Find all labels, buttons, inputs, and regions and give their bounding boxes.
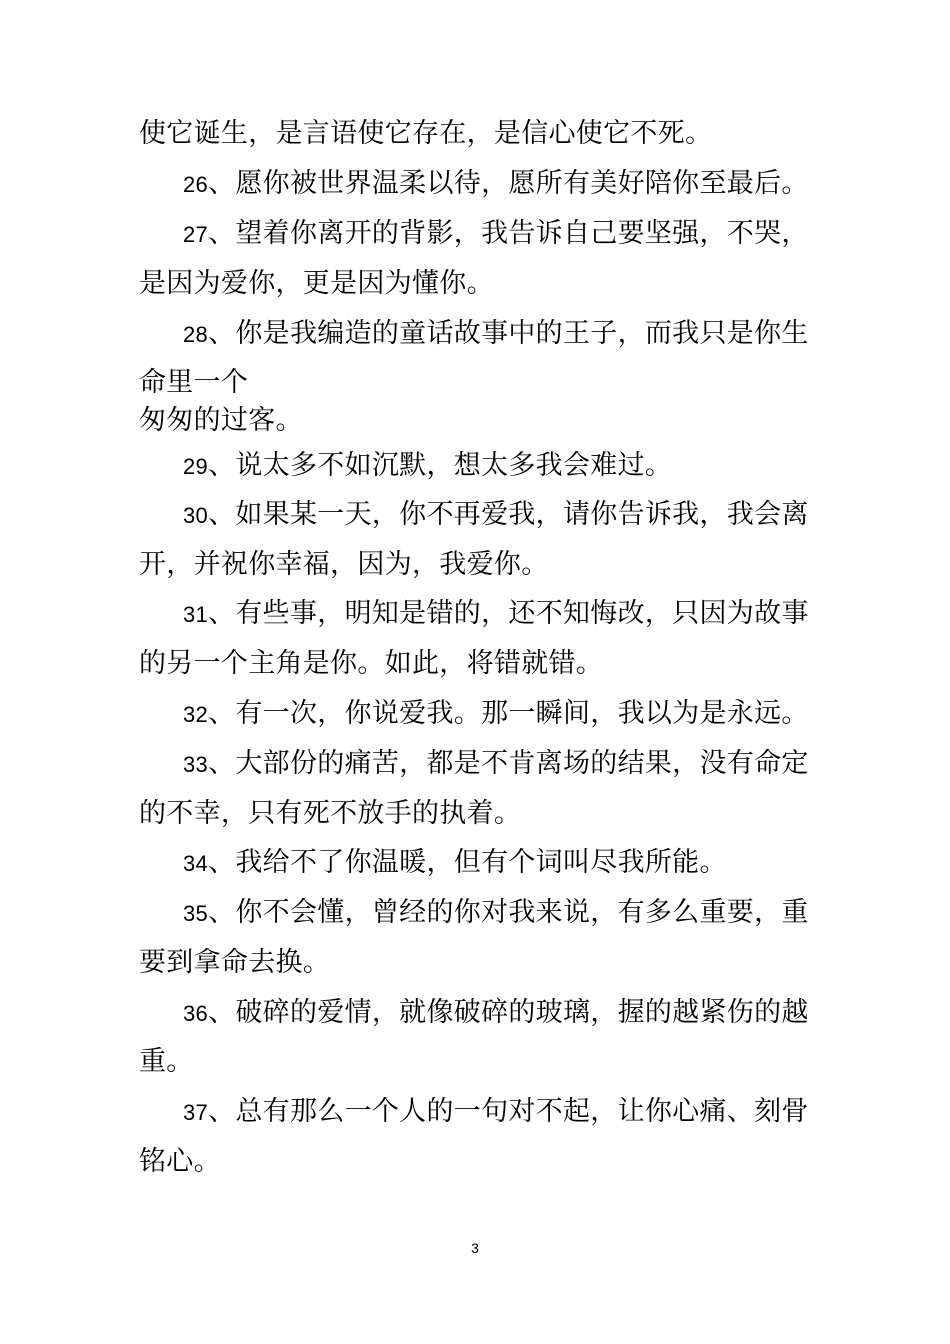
item-number: 33 xyxy=(183,752,209,777)
text-line xyxy=(139,797,521,831)
item-number: 37 xyxy=(183,1100,209,1125)
text-line xyxy=(183,597,809,632)
line-text: 、愿你被世界温柔以待，愿所有美好陪你至最后。 xyxy=(208,168,809,199)
line-text: 、总有那么一个人的一句对不起，让你心痛、刻骨 xyxy=(208,1096,809,1127)
text-line xyxy=(139,946,330,980)
item-number: 35 xyxy=(183,901,209,926)
line-text: 铭心。 xyxy=(139,1146,221,1177)
page-number: 3 xyxy=(471,1240,479,1256)
item-number: 30 xyxy=(183,503,209,528)
text-line xyxy=(183,1095,809,1130)
text-line xyxy=(139,366,248,400)
line-text: 、大部份的痛苦，都是不肯离场的结果，没有命定 xyxy=(208,748,809,779)
line-text: 、如果某一天，你不再爱我，请你告诉我，我会离 xyxy=(208,499,809,530)
line-text: 的不幸，只有死不放手的执着。 xyxy=(139,798,522,829)
line-text: 重。 xyxy=(139,1046,194,1077)
text-line xyxy=(139,267,494,301)
line-text: 是因为爱你，更是因为懂你。 xyxy=(139,268,494,299)
line-text: 开，并祝你幸福，因为，我爱你。 xyxy=(139,549,549,580)
text-line xyxy=(139,647,603,681)
text-line xyxy=(183,747,809,782)
line-text: 、破碎的爱情，就像破碎的玻璃，握的越紧伤的越 xyxy=(208,997,809,1028)
line-text: 、你是我编造的童话故事中的王子，而我只是你生 xyxy=(208,318,809,349)
text-line xyxy=(183,498,809,533)
line-text: 要到拿命去换。 xyxy=(139,947,331,978)
item-number: 32 xyxy=(183,702,209,727)
line-text: 、望着你离开的背影，我告诉自己要坚强，不哭， xyxy=(208,218,809,249)
text-line xyxy=(139,1145,221,1179)
line-text: 使它诞生，是言语使它存在，是信心使它不死。 xyxy=(139,118,713,149)
item-number: 28 xyxy=(183,322,209,347)
text-line xyxy=(139,117,712,151)
item-number: 26 xyxy=(183,172,209,197)
text-line xyxy=(183,217,809,252)
text-line xyxy=(183,846,727,881)
item-number: 34 xyxy=(183,851,209,876)
line-text: 命里一个 xyxy=(139,367,249,398)
line-text: 、有些事，明知是错的，还不知悔改，只因为故事 xyxy=(208,598,809,629)
line-text: 、我给不了你温暖，但有个词叫尽我所能。 xyxy=(208,847,727,878)
text-line xyxy=(183,449,672,484)
item-number: 27 xyxy=(183,222,209,247)
text-line xyxy=(139,548,549,582)
line-text: 、你不会懂，曾经的你对我来说，有多么重要，重 xyxy=(208,897,809,928)
text-line xyxy=(139,1045,194,1079)
line-text: 匆匆的过客。 xyxy=(139,405,303,436)
line-text: 的另一个主角是你。如此，将错就错。 xyxy=(139,648,604,679)
text-line xyxy=(139,404,303,438)
item-number: 36 xyxy=(183,1001,209,1026)
line-text: 、有一次，你说爱我。那一瞬间，我以为是永远。 xyxy=(208,698,809,729)
item-number: 31 xyxy=(183,602,209,627)
item-number: 29 xyxy=(183,454,209,479)
line-text: 、说太多不如沉默，想太多我会难过。 xyxy=(208,450,673,481)
text-line xyxy=(183,697,809,732)
text-line xyxy=(183,996,809,1031)
text-line xyxy=(183,317,809,352)
text-line xyxy=(183,896,809,931)
text-line xyxy=(183,167,809,202)
